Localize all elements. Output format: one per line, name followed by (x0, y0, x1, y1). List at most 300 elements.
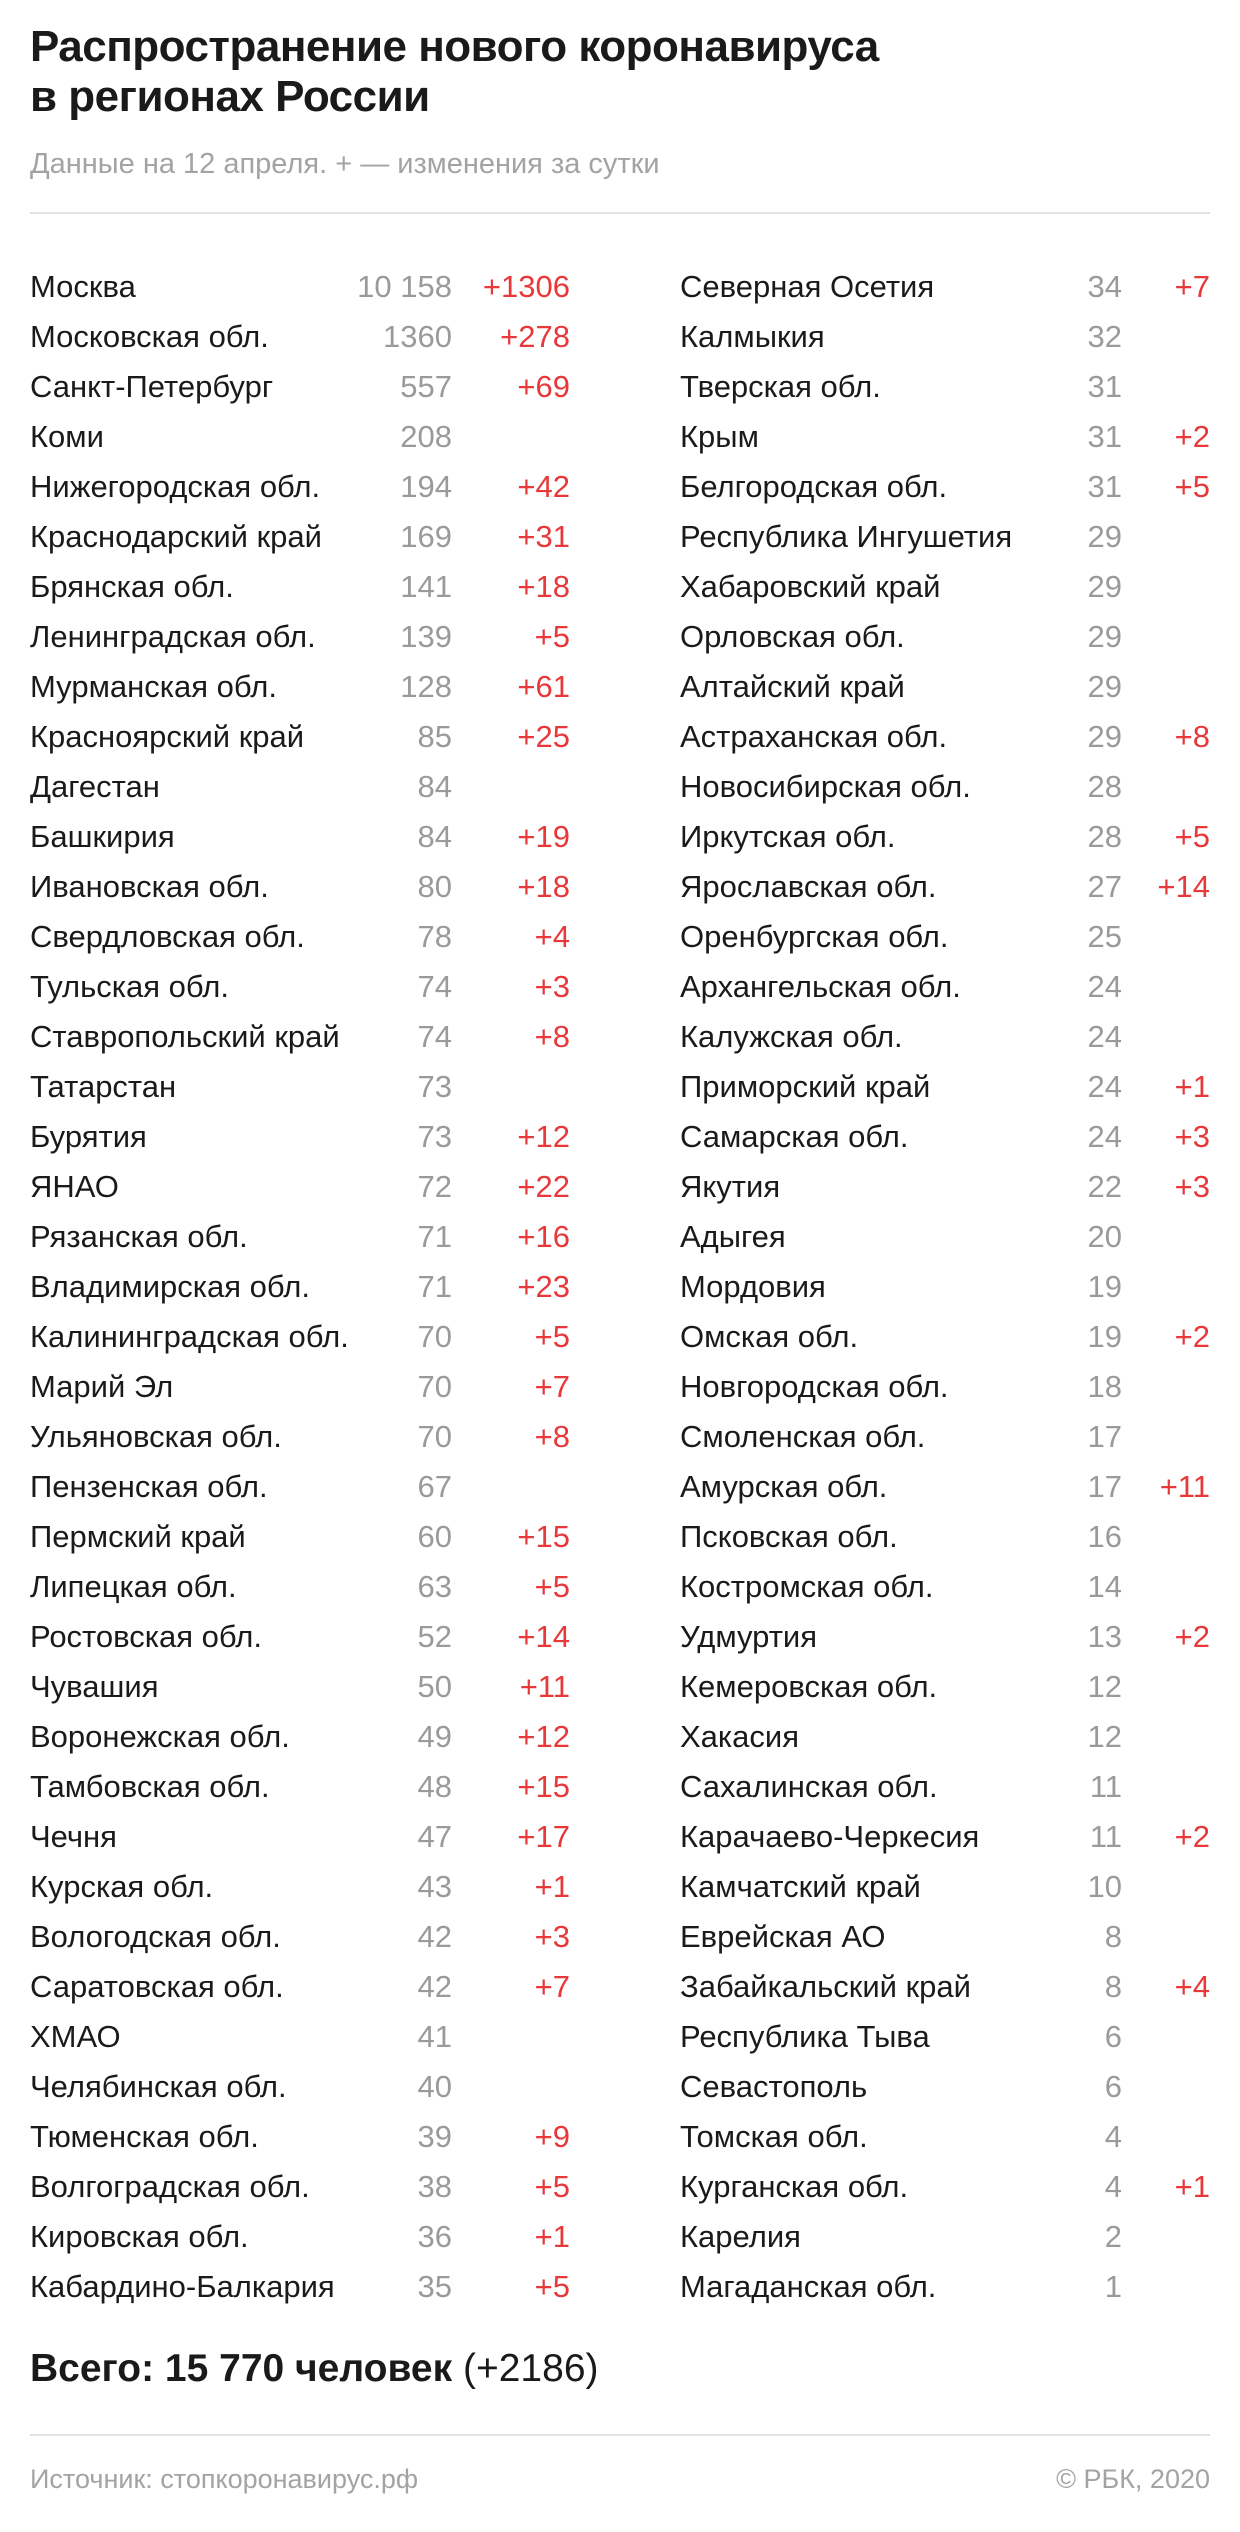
table-row (680, 962, 1210, 1012)
case-count: 73 (417, 1119, 452, 1154)
table-row (30, 1062, 570, 1112)
case-count: 24 (1087, 1019, 1122, 1054)
bottom-divider (30, 2434, 1210, 2436)
source-note: Источник: стопкоронавирус.рф (30, 2464, 419, 2494)
case-count: 19 (1087, 1269, 1122, 1304)
daily-change: +5 (534, 1319, 570, 1354)
table-row (680, 2262, 1210, 2312)
region-name: Омская обл. (680, 1319, 859, 1354)
case-count: 47 (417, 1819, 452, 1854)
daily-change: +16 (517, 1219, 570, 1254)
daily-change: +1 (1174, 2169, 1210, 2204)
table-row (30, 1362, 570, 1412)
daily-change: +8 (534, 1019, 570, 1054)
region-name: Карачаево-Черкесия (680, 1819, 980, 1854)
right-column (680, 262, 1210, 2312)
daily-change: +5 (534, 2269, 570, 2304)
region-name: Кировская обл. (30, 2219, 249, 2254)
table-row (680, 1962, 1210, 2012)
total-line (30, 2344, 599, 2394)
daily-change: +22 (517, 1169, 570, 1204)
table-row (30, 262, 570, 312)
table-row (30, 812, 570, 862)
daily-change: +8 (1174, 719, 1210, 754)
region-name: Чечня (30, 1819, 117, 1854)
case-count: 31 (1087, 419, 1122, 454)
table-row (680, 1512, 1210, 1562)
daily-change: +1 (1174, 1069, 1210, 1104)
region-name: Новосибирская обл. (680, 769, 971, 804)
case-count: 39 (417, 2119, 452, 2154)
region-name: Дагестан (30, 769, 160, 804)
table-row (30, 712, 570, 762)
table-row (680, 1362, 1210, 1412)
region-name: Амурская обл. (680, 1469, 888, 1504)
region-name: Пермский край (30, 1519, 246, 1554)
table-row (680, 762, 1210, 812)
table-row (30, 1712, 570, 1762)
table-row (30, 1962, 570, 2012)
region-name: Курганская обл. (680, 2169, 909, 2204)
table-row (30, 662, 570, 712)
case-count: 74 (417, 1019, 452, 1054)
title-line-2: в регионах России (30, 72, 430, 121)
region-name: Магаданская обл. (680, 2269, 937, 2304)
region-name: Самарская обл. (680, 1119, 909, 1154)
table-row (30, 1862, 570, 1912)
region-name: Воронежская обл. (30, 1719, 290, 1754)
case-count: 41 (417, 2019, 452, 2054)
daily-change: +8 (534, 1419, 570, 1454)
daily-change: +2 (1174, 1319, 1210, 1354)
daily-change: +18 (517, 569, 570, 604)
daily-change: +15 (517, 1769, 570, 1804)
case-count: 29 (1087, 519, 1122, 554)
table-row (30, 2062, 570, 2112)
case-count: 42 (417, 1919, 452, 1954)
daily-change: +12 (517, 1119, 570, 1154)
total-label: Всего: 15 770 человек (30, 2347, 453, 2390)
left-column (30, 262, 570, 2312)
table-row (30, 1562, 570, 1612)
region-name: Хабаровский край (680, 569, 941, 604)
case-count: 13 (1087, 1619, 1122, 1654)
region-name: Калмыкия (680, 319, 825, 354)
case-count: 60 (417, 1519, 452, 1554)
table-row (680, 1312, 1210, 1362)
subtitle: Данные на 12 апреля. + — изменения за сутки (30, 148, 660, 180)
table-row (30, 1612, 570, 1662)
table-row (680, 1862, 1210, 1912)
region-name: Владимирская обл. (30, 1269, 310, 1304)
daily-change: +18 (517, 869, 570, 904)
table-row (680, 2112, 1210, 2162)
table-row (30, 2212, 570, 2262)
case-count: 2 (1104, 2219, 1122, 2254)
case-count: 50 (417, 1669, 452, 1704)
case-count: 27 (1087, 869, 1122, 904)
case-count: 74 (417, 969, 452, 1004)
daily-change: +7 (1174, 269, 1210, 304)
case-count: 36 (417, 2219, 452, 2254)
table-row (680, 912, 1210, 962)
daily-change: +25 (517, 719, 570, 754)
case-count: 29 (1087, 669, 1122, 704)
region-name: Алтайский край (680, 669, 905, 704)
page-title (30, 22, 1210, 122)
region-name: Архангельская обл. (680, 969, 961, 1004)
case-count: 11 (1089, 1819, 1122, 1854)
region-name: Санкт-Петербург (30, 369, 274, 404)
table-row (30, 912, 570, 962)
table-row (30, 2112, 570, 2162)
region-name: Севастополь (680, 2069, 868, 2104)
daily-change: +4 (534, 919, 570, 954)
table-row (680, 1762, 1210, 1812)
region-name: Карелия (680, 2219, 801, 2254)
region-name: Смоленская обл. (680, 1419, 926, 1454)
region-name: Костромская обл. (680, 1569, 934, 1604)
table-row (30, 2162, 570, 2212)
region-name: Ивановская обл. (30, 869, 269, 904)
region-name: Астраханская обл. (680, 719, 948, 754)
region-name: Рязанская обл. (30, 1219, 248, 1254)
daily-change: +2 (1174, 1619, 1210, 1654)
case-count: 12 (1087, 1719, 1122, 1754)
region-name: Тверская обл. (680, 369, 881, 404)
region-name: Ставропольский край (30, 1019, 340, 1054)
region-name: Тюменская обл. (30, 2119, 259, 2154)
case-count: 49 (417, 1719, 452, 1754)
daily-change: +14 (1157, 869, 1210, 904)
region-name: Оренбургская обл. (680, 919, 949, 954)
region-name: Тульская обл. (30, 969, 229, 1004)
case-count: 63 (417, 1569, 452, 1604)
table-row (680, 1212, 1210, 1262)
table-row (680, 1562, 1210, 1612)
daily-change: +1306 (482, 269, 570, 304)
table-row (680, 1612, 1210, 1662)
case-count: 67 (417, 1469, 452, 1504)
table-row (30, 762, 570, 812)
case-count: 28 (1087, 769, 1122, 804)
region-name: Хакасия (680, 1719, 800, 1754)
daily-change: +11 (1159, 1469, 1210, 1504)
case-count: 70 (417, 1419, 452, 1454)
region-name: Приморский край (680, 1069, 931, 1104)
daily-change: +4 (1174, 1969, 1210, 2004)
region-name: Республика Ингушетия (680, 519, 1013, 554)
case-count: 31 (1087, 469, 1122, 504)
region-name: Бурятия (30, 1119, 147, 1154)
region-name: Якутия (680, 1169, 781, 1204)
table-row (680, 1162, 1210, 1212)
table-row (680, 2012, 1210, 2062)
table-row (680, 1062, 1210, 1112)
daily-change: +17 (517, 1819, 570, 1854)
daily-change: +5 (534, 2169, 570, 2204)
region-name: Татарстан (30, 1069, 177, 1104)
table-row (680, 1712, 1210, 1762)
case-count: 25 (1087, 919, 1122, 954)
daily-change: +11 (519, 1669, 570, 1704)
case-count: 24 (1087, 1119, 1122, 1154)
case-count: 6 (1104, 2069, 1122, 2104)
region-name: Тамбовская обл. (30, 1769, 270, 1804)
case-count: 40 (417, 2069, 452, 2104)
table-row (30, 1012, 570, 1062)
case-count: 194 (400, 469, 452, 504)
region-name: Ленинградская обл. (30, 619, 316, 654)
daily-change: +5 (1174, 469, 1210, 504)
region-name: ХМАО (30, 2019, 121, 2054)
case-count: 17 (1087, 1419, 1122, 1454)
case-count: 208 (400, 419, 452, 454)
case-count: 29 (1087, 619, 1122, 654)
daily-change: +2 (1174, 1819, 1210, 1854)
table-row (680, 1912, 1210, 1962)
total-change: (+2186) (462, 2347, 599, 2390)
table-row (30, 1212, 570, 1262)
case-count: 29 (1087, 719, 1122, 754)
case-count: 29 (1087, 569, 1122, 604)
case-count: 8 (1104, 1969, 1122, 2004)
case-count: 32 (1087, 319, 1122, 354)
daily-change: +3 (534, 969, 570, 1004)
region-name: ЯНАО (30, 1169, 119, 1204)
daily-change: +23 (517, 1269, 570, 1304)
table-row (680, 512, 1210, 562)
region-name: Забайкальский край (680, 1969, 971, 2004)
table-row (30, 1812, 570, 1862)
case-count: 70 (417, 1369, 452, 1404)
region-name: Калужская обл. (680, 1019, 903, 1054)
region-name: Брянская обл. (30, 569, 234, 604)
daily-change: +5 (534, 1569, 570, 1604)
region-name: Кемеровская обл. (680, 1669, 938, 1704)
region-name: Томская обл. (680, 2119, 868, 2154)
case-count: 84 (417, 819, 452, 854)
daily-change: +14 (517, 1619, 570, 1654)
table-row (30, 1412, 570, 1462)
table-row (680, 1012, 1210, 1062)
daily-change: +12 (517, 1719, 570, 1754)
daily-change: +1 (534, 1869, 570, 1904)
table-row (30, 1512, 570, 1562)
case-count: 19 (1087, 1319, 1122, 1354)
case-count: 24 (1087, 969, 1122, 1004)
region-name: Калининградская обл. (30, 1319, 349, 1354)
table-row (30, 1112, 570, 1162)
table-row (30, 2012, 570, 2062)
daily-change: +69 (517, 369, 570, 404)
table-row (30, 862, 570, 912)
region-name: Саратовская обл. (30, 1969, 284, 2004)
table-row (30, 1462, 570, 1512)
region-name: Липецкая обл. (30, 1569, 237, 1604)
daily-change: +31 (517, 519, 570, 554)
table-row (680, 1112, 1210, 1162)
region-name: Удмуртия (680, 1619, 818, 1654)
table-row (30, 312, 570, 362)
region-name: Крым (680, 419, 759, 454)
case-count: 28 (1087, 819, 1122, 854)
region-name: Вологодская обл. (30, 1919, 281, 1954)
case-count: 169 (400, 519, 452, 554)
table-row (30, 1262, 570, 1312)
daily-change: +3 (1174, 1119, 1210, 1154)
case-count: 78 (417, 919, 452, 954)
region-name: Красноярский край (30, 719, 305, 754)
case-count: 71 (417, 1269, 452, 1304)
daily-change: +5 (534, 619, 570, 654)
daily-change: +278 (500, 319, 570, 354)
case-count: 31 (1087, 369, 1122, 404)
case-count: 73 (417, 1069, 452, 1104)
case-count: 24 (1087, 1069, 1122, 1104)
case-count: 141 (400, 569, 452, 604)
table-row (30, 962, 570, 1012)
region-name: Челябинская обл. (30, 2069, 287, 2104)
region-name: Пензенская обл. (30, 1469, 268, 1504)
case-count: 139 (400, 619, 452, 654)
table-row (30, 1762, 570, 1812)
case-count: 42 (417, 1969, 452, 2004)
region-name: Московская обл. (30, 319, 269, 354)
table-row (680, 862, 1210, 912)
table-row (30, 1312, 570, 1362)
case-count: 70 (417, 1319, 452, 1354)
region-name: Курская обл. (30, 1869, 214, 1904)
table-row (680, 412, 1210, 462)
case-count: 22 (1087, 1169, 1122, 1204)
table-row (680, 262, 1210, 312)
table-row (30, 462, 570, 512)
case-count: 18 (1087, 1369, 1122, 1404)
region-name: Краснодарский край (30, 519, 322, 554)
region-name: Башкирия (30, 819, 175, 854)
region-name: Сахалинская обл. (680, 1769, 938, 1804)
table-row (680, 462, 1210, 512)
case-count: 1360 (383, 319, 452, 354)
region-name: Республика Тыва (680, 2019, 930, 2054)
region-name: Мурманская обл. (30, 669, 277, 704)
region-name: Кабардино-Балкария (30, 2269, 335, 2304)
region-name: Свердловская обл. (30, 919, 305, 954)
table-row (30, 562, 570, 612)
region-name: Псковская обл. (680, 1519, 898, 1554)
region-name: Москва (30, 269, 136, 304)
region-name: Адыгея (680, 1219, 786, 1254)
case-count: 85 (417, 719, 452, 754)
case-count: 6 (1104, 2019, 1122, 2054)
table-row (680, 312, 1210, 362)
region-name: Орловская обл. (680, 619, 905, 654)
daily-change: +9 (534, 2119, 570, 2154)
table-row (680, 662, 1210, 712)
region-name: Нижегородская обл. (30, 469, 321, 504)
daily-change: +61 (517, 669, 570, 704)
case-count: 8 (1104, 1919, 1122, 1954)
title-line-1: Распространение нового коронавируса (30, 22, 879, 71)
table-row (30, 612, 570, 662)
top-divider (30, 212, 1210, 214)
case-count: 52 (417, 1619, 452, 1654)
case-count: 4 (1104, 2169, 1122, 2204)
case-count: 1 (1104, 2269, 1122, 2304)
case-count: 10 158 (357, 269, 452, 304)
table-row (680, 1462, 1210, 1512)
table-row (680, 1812, 1210, 1862)
case-count: 4 (1104, 2119, 1122, 2154)
case-count: 557 (400, 369, 452, 404)
region-name: Волгоградская обл. (30, 2169, 310, 2204)
region-name: Коми (30, 419, 104, 454)
daily-change: +3 (534, 1919, 570, 1954)
case-count: 16 (1087, 1519, 1122, 1554)
table-row (30, 1162, 570, 1212)
daily-change: +1 (534, 2219, 570, 2254)
table-row (680, 612, 1210, 662)
table-row (30, 1662, 570, 1712)
region-name: Новгородская обл. (680, 1369, 949, 1404)
table-row (680, 712, 1210, 762)
region-name: Ульяновская обл. (30, 1419, 282, 1454)
case-count: 34 (1087, 269, 1122, 304)
table-row (680, 562, 1210, 612)
table-row (30, 412, 570, 462)
case-count: 38 (417, 2169, 452, 2204)
case-count: 20 (1087, 1219, 1122, 1254)
table-row (680, 812, 1210, 862)
case-count: 12 (1087, 1669, 1122, 1704)
region-name: Ростовская обл. (30, 1619, 262, 1654)
table-row (30, 362, 570, 412)
table-row (680, 2162, 1210, 2212)
daily-change: +7 (534, 1369, 570, 1404)
table-row (30, 1912, 570, 1962)
daily-change: +5 (1174, 819, 1210, 854)
daily-change: +15 (517, 1519, 570, 1554)
daily-change: +2 (1174, 419, 1210, 454)
daily-change: +19 (517, 819, 570, 854)
case-count: 72 (417, 1169, 452, 1204)
case-count: 10 (1087, 1869, 1122, 1904)
daily-change: +3 (1174, 1169, 1210, 1204)
table-row (680, 1662, 1210, 1712)
table-row (680, 1412, 1210, 1462)
case-count: 14 (1087, 1569, 1122, 1604)
region-name: Еврейская АО (680, 1919, 886, 1954)
daily-change: +42 (517, 469, 570, 504)
region-name: Ярославская обл. (680, 869, 937, 904)
case-count: 71 (417, 1219, 452, 1254)
region-name: Камчатский край (680, 1869, 921, 1904)
case-count: 80 (417, 869, 452, 904)
case-count: 17 (1087, 1469, 1122, 1504)
case-count: 43 (417, 1869, 452, 1904)
daily-change: +7 (534, 1969, 570, 2004)
case-count: 35 (417, 2269, 452, 2304)
case-count: 84 (417, 769, 452, 804)
table-row (680, 2212, 1210, 2262)
table-row (30, 2262, 570, 2312)
region-name: Мордовия (680, 1269, 826, 1304)
table-row (680, 2062, 1210, 2112)
region-name: Иркутская обл. (680, 819, 896, 854)
region-name: Северная Осетия (680, 269, 935, 304)
copyright-note: © РБК, 2020 (1056, 2464, 1210, 2494)
